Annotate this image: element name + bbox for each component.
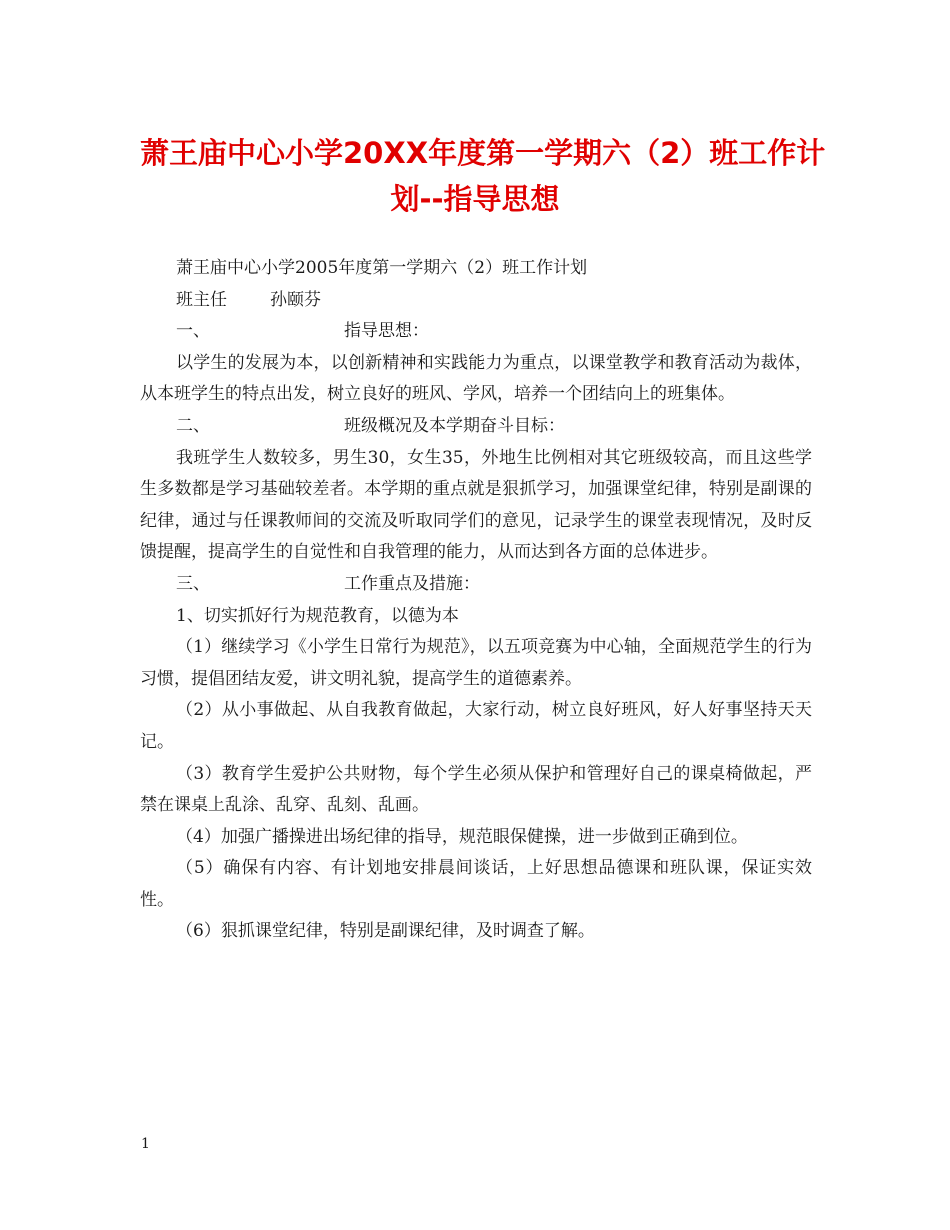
section-heading-1	[140, 316, 812, 348]
document-title	[140, 130, 826, 222]
teacher-name: 孙颐芬	[270, 289, 321, 310]
sub-item-2: （2）从小事做起、从自我教育做起，大家行动，树立良好班风，好人好事坚持天天记。	[140, 700, 812, 752]
sub-item-4: （4）加强广播操进出场纪律的指导，规范眼保健操，进一步做到正确到位。	[176, 826, 748, 847]
title-line-1: 萧王庙中心小学20XX年度第一学期六（2）班工作计	[140, 136, 826, 170]
section-number: 二、	[176, 415, 210, 436]
section-title: 工作重点及措施：	[344, 573, 480, 594]
list-item-1: 1、切实抓好行为规范教育，以德为本	[176, 605, 459, 626]
paragraph-class-overview: 我班学生人数较多，男生30，女生35，外地生比例相对其它班级较高，而且这些学生多数都是学习基础较差者。本学期的重点就是狠抓学习，加强课堂纪律，特别是副课的纪律，通过与任课教师间的交流及听取同学们的意见，记录学生的课堂表现情况，及时反馈提醒，提高学生的自觉性和自我管理的能力，从而达到各方面的总体进步。	[140, 447, 812, 563]
section-title: 指导思想：	[344, 321, 429, 342]
title-line-2: 划--指导思想	[390, 182, 560, 216]
teacher-label: 班主任	[176, 289, 227, 310]
document-body	[140, 253, 812, 948]
section-number: 一、	[176, 321, 210, 342]
sub-item-3: （3）教育学生爱护公共财物，每个学生必须从保护和管理好自己的课桌椅做起，严禁在课桌上乱涂、乱穿、乱刻、乱画。	[140, 763, 812, 816]
section-number: 三、	[176, 573, 210, 594]
paragraph-guiding-ideas: 以学生的发展为本，以创新精神和实践能力为重点，以课堂教学和教育活动为裁体，从本班学生的特点出发，树立良好的班风、学风，培养一个团结向上的班集体。	[140, 352, 812, 405]
sub-item-1: （1）继续学习《小学生日常行为规范》，以五项竞赛为中心轴，全面规范学生的行为习惯，提倡团结友爱，讲文明礼貌，提高学生的道德素养。	[140, 637, 812, 689]
page-number: 1	[141, 1136, 150, 1152]
section-heading-3	[140, 569, 812, 601]
section-title: 班级概况及本学期奋斗目标：	[344, 415, 565, 436]
teacher-row	[140, 285, 812, 317]
sub-item-5: （5）确保有内容、有计划地安排晨间谈话，上好思想品德课和班队课，保证实效性。	[140, 858, 812, 910]
sub-item-6: （6）狠抓课堂纪律，特别是副课纪律，及时调查了解。	[176, 921, 595, 942]
subtitle: 萧王庙中心小学2005年度第一学期六（2）班工作计划	[176, 258, 588, 278]
section-heading-2	[140, 411, 812, 443]
